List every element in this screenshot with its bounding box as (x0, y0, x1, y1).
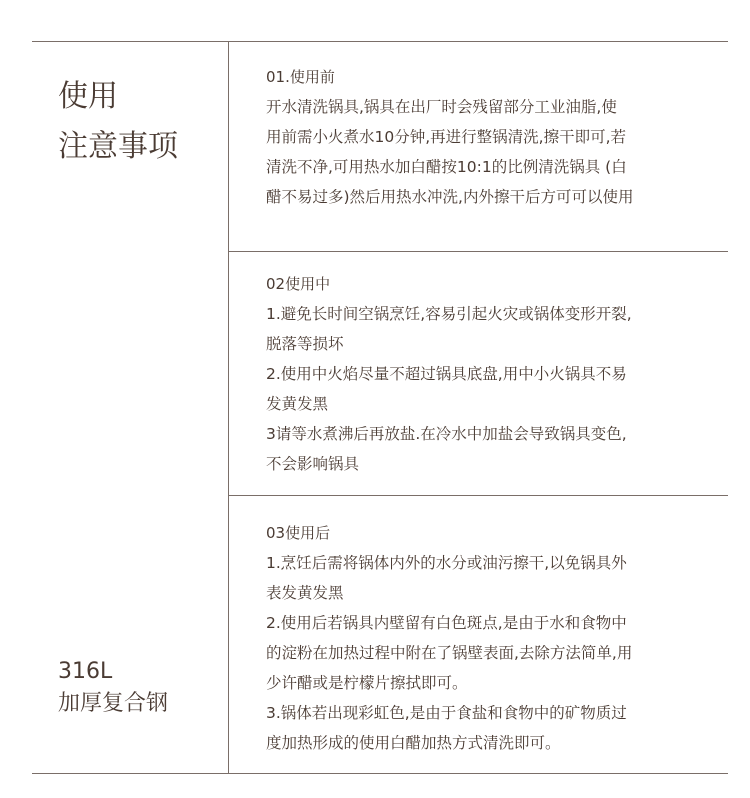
section-line: 开水清洗锅具,锅具在出厂时会残留部分工业油脂,使 (266, 98, 617, 116)
section-divider-2 (228, 495, 728, 496)
section-line: 3.锅体若出现彩虹色,是由于食盐和食物中的矿物质过 (266, 704, 627, 722)
section-line: 用前需小火煮水10分钟,再进行整锅清洗,擦干即可,若 (266, 128, 627, 146)
bottom-divider (32, 773, 728, 774)
section-line: 发黄发黑 (266, 395, 329, 413)
section-after-use (266, 518, 726, 758)
section-line: 醋不易过多)然后用热水冲洗,内外擦干后方可可以使用 (266, 188, 634, 206)
section-during-use (266, 269, 726, 479)
section-line: 2.使用中火焰尽量不超过锅具底盘,用中小火锅具不易 (266, 365, 627, 383)
top-divider (32, 41, 728, 42)
section-title: 02使用中 (266, 275, 331, 293)
usage-notes-title (58, 72, 178, 172)
section-line: 少许醋或是柠檬片擦拭即可。 (266, 674, 468, 692)
section-line: 清洗不净,可用热水加白醋按10:1的比例清洗锅具 (白 (266, 158, 627, 176)
section-title: 03使用后 (266, 524, 331, 542)
column-divider (228, 41, 229, 774)
section-before-use (266, 62, 726, 212)
section-line: 1.烹饪后需将锅体内外的水分或油污擦干,以免锅具外 (266, 554, 627, 572)
title-line-1: 使用 (58, 79, 118, 114)
material-label (58, 656, 168, 720)
section-line: 表发黄发黑 (266, 584, 344, 602)
section-line: 度加热形成的使用白醋加热方式清洗即可。 (266, 734, 561, 752)
section-line: 不会影响锅具 (266, 455, 360, 473)
section-line: 2.使用后若锅具内壁留有白色斑点,是由于水和食物中 (266, 614, 627, 632)
material-line-2: 加厚复合钢 (58, 691, 169, 716)
section-line: 的淀粉在加热过程中附在了锅壁表面,去除方法简单,用 (266, 644, 633, 662)
section-line: 3请等水煮沸后再放盐.在冷水中加盐会导致锅具变色, (266, 425, 627, 443)
material-line-1: 316L (58, 659, 113, 684)
section-divider-1 (228, 251, 728, 252)
title-line-2: 注意事项 (58, 129, 178, 164)
section-line: 脱落等损坏 (266, 335, 344, 353)
section-title: 01.使用前 (266, 68, 335, 86)
section-line: 1.避免长时间空锅烹饪,容易引起火灾或锅体变形开裂, (266, 305, 632, 323)
